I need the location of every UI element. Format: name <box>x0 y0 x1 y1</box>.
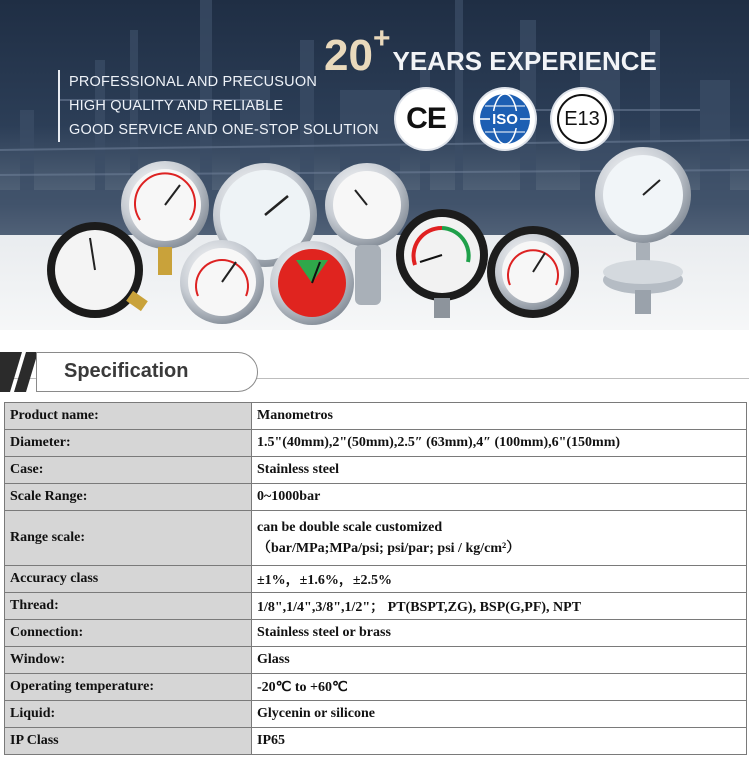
specification-table <box>4 402 747 755</box>
spec-label: IP Class <box>5 728 252 755</box>
spec-value: Glycenin or silicone <box>252 701 747 728</box>
spec-label: Product name: <box>5 403 252 430</box>
table-row <box>5 674 747 701</box>
table-row <box>5 484 747 511</box>
table-row <box>5 701 747 728</box>
spec-value <box>252 511 747 566</box>
years-text: YEARS EXPERIENCE <box>392 46 657 76</box>
tagline-2: HIGH QUALITY AND RELIABLE <box>69 98 284 114</box>
spec-value: Glass <box>252 647 747 674</box>
table-row <box>5 430 747 457</box>
spec-value: Stainless steel or brass <box>252 620 747 647</box>
spec-label: Case: <box>5 457 252 484</box>
spec-value: -20℃ to +60℃ <box>252 674 747 701</box>
table-row <box>5 566 747 593</box>
spec-label: Accuracy class <box>5 566 252 593</box>
tagline-3: GOOD SERVICE AND ONE-STOP SOLUTION <box>69 122 379 138</box>
table-row <box>5 593 747 620</box>
table-row <box>5 620 747 647</box>
spec-label: Thread: <box>5 593 252 620</box>
spec-label: Window: <box>5 647 252 674</box>
spec-label: Range scale: <box>5 511 252 566</box>
table-row <box>5 403 747 430</box>
section-accent-stripes <box>0 352 40 392</box>
spec-value-line-1: can be double scale customized <box>257 520 443 535</box>
tagline-1: PROFESSIONAL AND PRECUSUON <box>69 74 317 90</box>
section-title: Specification <box>64 360 189 382</box>
pressure-gauges-product-image <box>0 0 749 330</box>
spec-value: 1.5"(40mm),2"(50mm),2.5″ (63mm),4″ (100mm),6"(150mm) <box>252 430 747 457</box>
table-row <box>5 728 747 755</box>
years-number: 20 <box>324 31 373 80</box>
table-row <box>5 647 747 674</box>
e13-certification-badge: E13 <box>552 89 612 149</box>
spec-value: ±1%，±1.6%，±2.5% <box>252 566 747 593</box>
spec-value: IP65 <box>252 728 747 755</box>
table-row <box>5 511 747 566</box>
spec-label: Scale Range: <box>5 484 252 511</box>
spec-value-line-2: （bar/MPa;MPa/psi; psi/par; psi / kg/cm²） <box>257 541 521 556</box>
hero-banner <box>0 0 749 330</box>
spec-value: Stainless steel <box>252 457 747 484</box>
spec-label: Liquid: <box>5 701 252 728</box>
years-plus: + <box>372 22 391 55</box>
table-row <box>5 457 747 484</box>
spec-value: 1/8",1/4",3/8",1/2"； PT(BSPT,ZG), BSP(G,PF), NPT <box>252 593 747 620</box>
spec-label: Diameter: <box>5 430 252 457</box>
spec-label: Operating temperature: <box>5 674 252 701</box>
spec-value: Manometros <box>252 403 747 430</box>
spec-label: Connection: <box>5 620 252 647</box>
spec-value: 0~1000bar <box>252 484 747 511</box>
iso-certification-badge: ISO <box>475 89 535 149</box>
ce-certification-badge: CE <box>396 89 456 149</box>
